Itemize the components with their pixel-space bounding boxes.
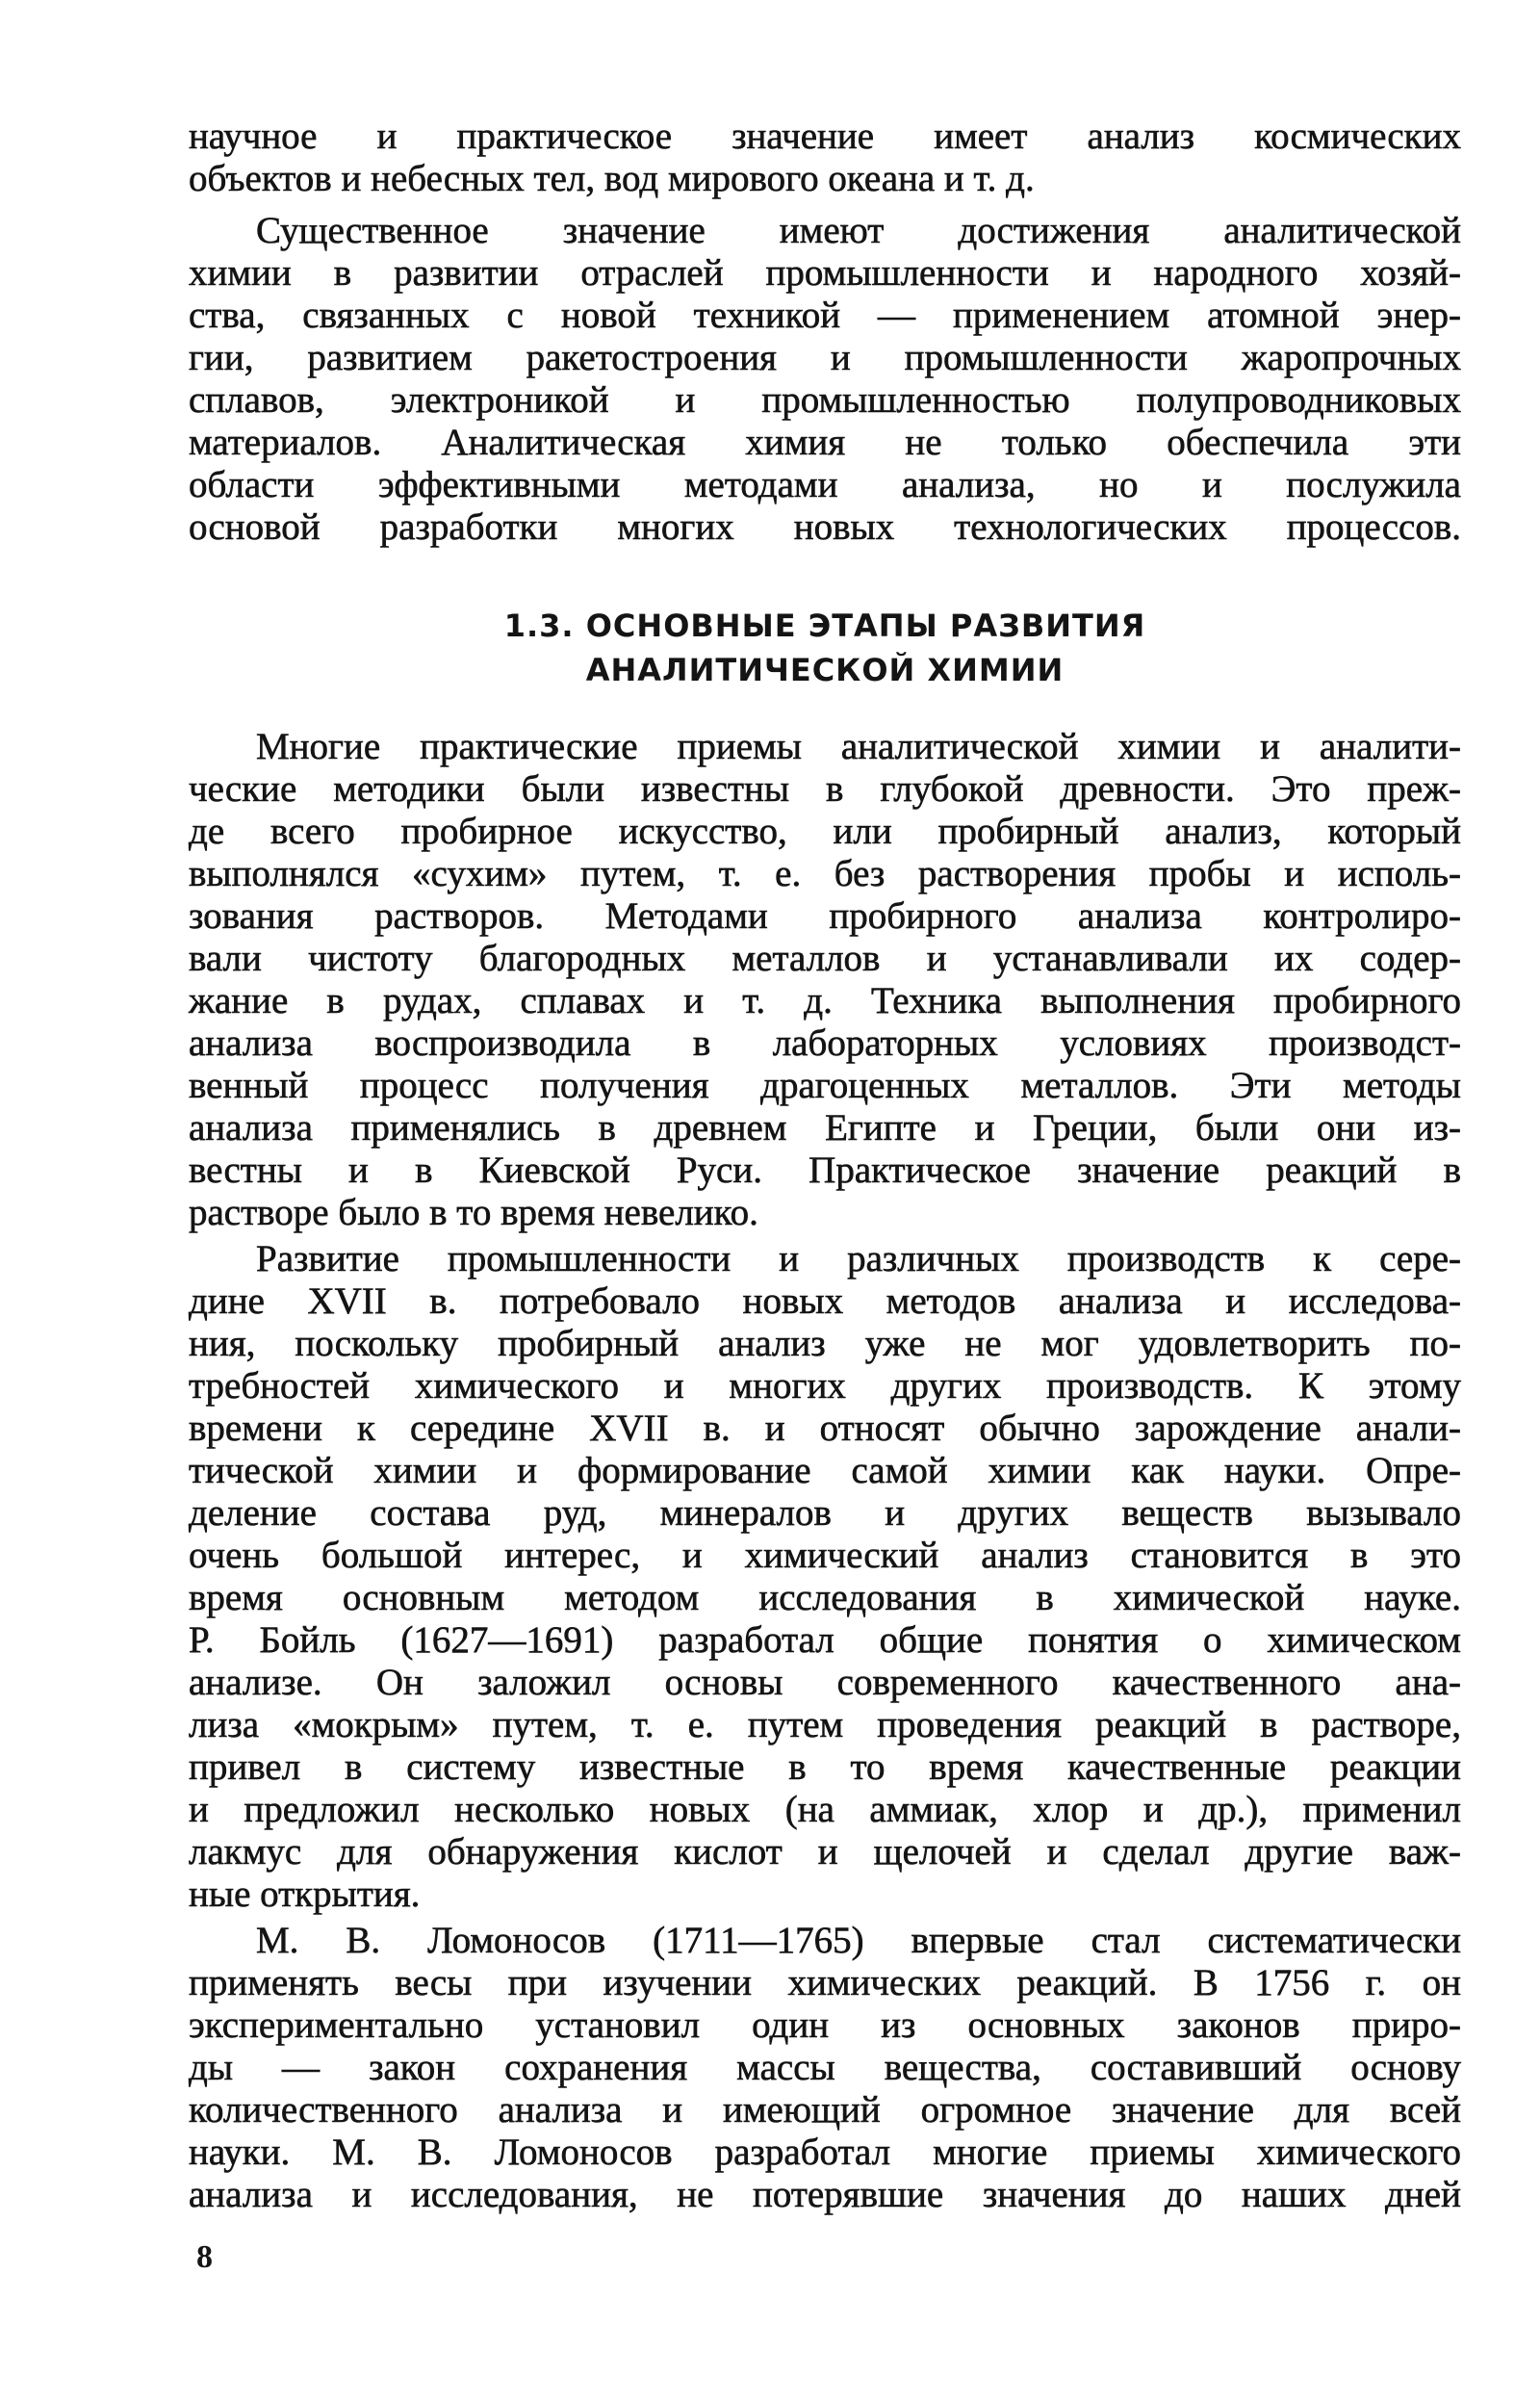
text-line: сплавов, электроникой и промышленностью полупроводниковых — [189, 379, 1461, 421]
text-line: анализа применялись в древнем Египте и Греции, были они из- — [189, 1107, 1461, 1149]
text-line: де всего пробирное искусство, или пробирный анализ, который — [189, 811, 1461, 852]
text-line: ния, поскольку пробирный анализ уже не мог удовлетворить по- — [189, 1323, 1461, 1364]
text-line: лиза «мокрым» путем, т. е. путем проведения реакций в растворе, — [189, 1704, 1461, 1745]
text-line: привел в систему известные в то время качественные реакции — [189, 1746, 1461, 1788]
text-line: требностей химического и многих других производств. К этому — [189, 1365, 1461, 1407]
text-line: научное и практическое значение имеет анализ космических — [189, 116, 1461, 157]
section-heading-line-1: 1.3. ОСНОВНЫЕ ЭТАПЫ РАЗВИТИЯ — [503, 607, 1146, 644]
text-line: очень большой интерес, и химический анализ становится в это — [189, 1535, 1461, 1576]
text-line: анализа и исследования, не потерявшие значения до наших дней — [189, 2174, 1461, 2215]
text-line: анализа воспроизводила в лабораторных условиях производст- — [189, 1022, 1461, 1064]
text-line: венный процесс получения драгоценных металлов. Эти методы — [189, 1065, 1461, 1106]
text-line: количественного анализа и имеющий огромное значение для всей — [189, 2089, 1461, 2131]
text-line: лакмус для обнаружения кислот и щелочей и сделал другие важ- — [189, 1831, 1461, 1873]
text-line: времени к середине XVII в. и относят обычно зарождение анали- — [189, 1408, 1461, 1449]
text-line: ческие методики были известны в глубокой древности. Это преж- — [189, 768, 1461, 810]
text-line: время основным методом исследования в химической науке. — [189, 1577, 1461, 1618]
text-line: зования растворов. Методами пробирного анализа контролиро- — [189, 895, 1461, 937]
text-line: Р. Бойль (1627—1691) разработал общие понятия о химическом — [189, 1619, 1461, 1661]
text-line: ды — закон сохранения массы вещества, составивший основу — [189, 2047, 1461, 2088]
text-line: и предложил несколько новых (на аммиак, хлор и др.), применил — [189, 1789, 1461, 1830]
text-line: Многие практические приемы аналитической химии и аналити- — [256, 726, 1461, 767]
text-line: ные открытия. — [189, 1873, 421, 1915]
text-line: ства, связанных с новой техникой — применением атомной энер- — [189, 295, 1461, 336]
text-line: материалов. Аналитическая химия не только обеспечила эти — [189, 422, 1461, 463]
text-line: вали чистоту благородных металлов и устанавливали их содер- — [189, 938, 1461, 979]
text-line: объектов и небесных тел, вод мирового океана и т. д. — [189, 158, 1035, 199]
text-line: М. В. Ломоносов (1711—1765) впервые стал систематически — [256, 1920, 1461, 1961]
text-line: жание в рудах, сплавах и т. д. Техника выполнения пробирного — [189, 980, 1461, 1021]
text-line: анализе. Он заложил основы современного качественного ана- — [189, 1662, 1461, 1703]
text-line: Развитие промышленности и различных производств к сере- — [256, 1238, 1461, 1279]
text-line: области эффективными методами анализа, но и послужила — [189, 464, 1461, 505]
text-line: химии в развитии отраслей промышленности и народного хозяй- — [189, 252, 1461, 294]
text-line: науки. М. В. Ломоносов разработал многие приемы химического — [189, 2132, 1461, 2173]
text-line: Существенное значение имеют достижения аналитической — [256, 210, 1461, 251]
text-line: применять весы при изучении химических реакций. В 1756 г. он — [189, 1962, 1461, 2003]
text-line: тической химии и формирование самой химии как науки. Опре- — [189, 1450, 1461, 1491]
text-line: основой разработки многих новых технологических процессов. — [189, 506, 1461, 548]
text-line: растворе было в то время невелико. — [189, 1192, 758, 1233]
text-line: экспериментально установил один из основных законов приро- — [189, 2004, 1461, 2046]
text-line: деление состава руд, минералов и других веществ вызывало — [189, 1492, 1461, 1534]
page-number: 8 — [196, 2239, 213, 2275]
text-line: выполнялся «сухим» путем, т. е. без растворения пробы и исполь- — [189, 853, 1461, 894]
text-line: дине XVII в. потребовало новых методов анализа и исследова- — [189, 1280, 1461, 1322]
section-heading-line-2: АНАЛИТИЧЕСКОЙ ХИМИИ — [585, 652, 1065, 688]
text-line: вестны и в Киевской Руси. Практическое значение реакций в — [189, 1150, 1461, 1191]
text-line: гии, развитием ракетостроения и промышленности жаропрочных — [189, 337, 1461, 378]
